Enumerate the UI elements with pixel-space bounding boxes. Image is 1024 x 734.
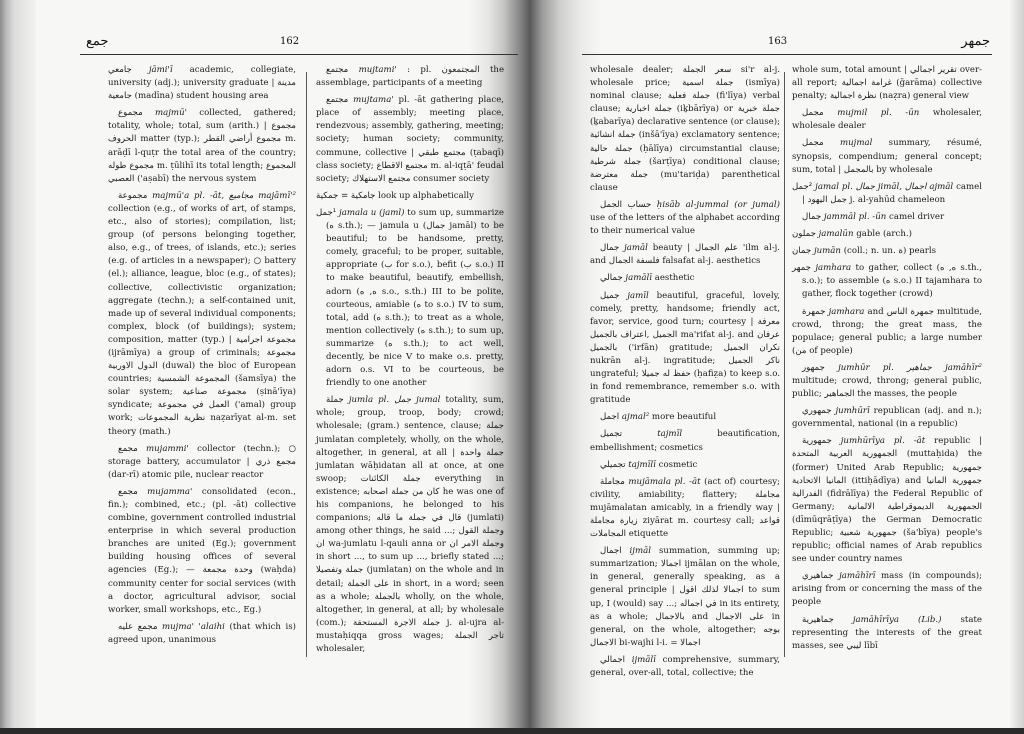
headword-arabic: جماهيرية [802,614,834,625]
transliteration: tajmīlī [628,459,656,470]
transliteration: jamal pl. جمال jimāl, اجمال ajmāl [815,181,954,192]
transliteration: jamalūn [818,229,854,240]
transliteration: mujtami' [358,65,397,75]
headword-arabic: جمال [802,211,822,222]
column-2 [792,64,982,657]
headword-arabic: مجتمع [326,95,349,106]
headword-arabic: جمهر [792,263,811,274]
definition: republican (adj. and n.); governmental, national (in a republic) [792,406,983,430]
header-rule [582,54,992,55]
headword-arabic: مجموعة [118,190,148,201]
definition: multitude; crowd, throng; general public, public; الجماهير the masses, the people [792,375,982,400]
dictionary-entry [792,306,982,358]
dictionary-entry [316,94,504,186]
transliteration: mujāmala pl. -āt [628,476,701,487]
dictionary-entry [316,207,504,390]
transliteration: mujtama' [353,95,394,106]
left-page-edge-shadow [0,0,36,728]
dictionary-entry [792,245,982,258]
transliteration: jamala u (jaml) [339,207,405,218]
dictionary-entry [590,654,780,680]
headword-arabic: جمهورية [802,436,832,447]
headword-arabic: اجمال [600,546,622,557]
column-divider [306,72,307,657]
headword-arabic: جمال [600,243,620,254]
definition: (that which is) agreed upon, unanimous [108,621,297,645]
headword-arabic: حساب الجمل [600,199,652,210]
headword-arabic: مجمع [118,443,138,454]
dictionary-entry [108,486,296,617]
dictionary-entry [792,435,982,566]
definition: : pl. المجتمعون the assemblage, participants of a meeting [316,65,505,89]
definition: cosmetic [658,459,698,470]
dictionary-entry [316,64,504,90]
dictionary-entry [590,411,780,424]
headword-arabic: جمالي [600,273,623,284]
dictionary-entry [590,242,780,268]
headword-arabic: جامكية = جمكية [316,190,376,201]
headword-arabic: تجميلي [600,459,626,470]
transliteration: jamāl [624,243,648,254]
definition: gable (arch.) [856,229,912,240]
dictionary-entry [590,476,780,541]
page-header [80,34,518,56]
dictionary-entry [792,362,982,401]
dictionary-entry [590,290,780,408]
definition: summation, summing up; summarization; اجمالا ijmālan on the whole, in general, generally speaking, as a general principle | اجمالا لذلك اقول to sum up, I (would) say ...; في اجماله in its entirety, as a whole; بالاجمال and على الاجمال in general, on the whole, altogether; بوجه الاجمال bi-wajhi l-i. = اجمالا [590,546,781,648]
scanner-bottom-edge [0,728,1024,734]
headword-arabic: جمان [792,246,812,257]
definition: beautiful, graceful, lovely, comely, pretty, handsome; friendly act, favor, service, good turn; courtesy | معرفة الجميل ,اعتراف بالجميل ma'rifat al-j. and عرفان بالجميل ('irfān) gratitude; نكران الجميل nukrān al-j. ingratitude; ناكر الجميل ungrateful; حفظ له جميلا (ḥafiẓa) to keep s.o. in fond remembrance, remember s.o. with gratitude [590,290,781,406]
transliteration: jumhūrī [835,406,870,417]
headword-arabic: جملون [792,229,816,240]
headword-arabic: جامعي [108,65,132,75]
transliteration: ḥisāb al-jummal (or jumal) [656,199,781,210]
dictionary-entry [792,614,982,653]
dictionary-entry [590,64,780,195]
transliteration: jamhara [815,263,852,274]
definition: pl. -āt gathering place, place of assembly; meeting place, rendezvous; assembly, gathering, meeting; society; human society; community, commune, collective | مجتمع طبقي (ṭabaqī) class society; مجتمع الاقطاع m. al-iqṭā' feudal society; مجتمع الاستهلاك consumer society [316,95,505,184]
definition: aesthetic [654,273,695,284]
transliteration: ajmal² [621,412,650,423]
dictionary-entry [316,190,504,203]
headword-arabic: جمهوري [802,406,832,417]
transliteration: ijmāl [629,546,651,557]
dictionary-entry [590,272,780,285]
dictionary-entry [590,199,780,238]
definition: comprehensive, summary, general, over-all, total, collective; the [590,654,781,679]
column-1 [590,64,780,684]
header-rule [80,54,518,55]
definition: whole sum, total amount | تقرير اجمالي over-all report; غرامة اجمالية (ḡarāma) collective penalty; نظرة اجمالية (naẓra) general view [792,65,983,102]
definition: totality, sum, whole; group, troop, body; crowd; wholesale; (gram.) sentence, clause; جملة jumlatan completely, wholly, on the whole, altogether, in general, at all | جملة واحدة jumlatan wāḥidatan all at once, at one swoop; جملة الكائنات everything in existence; كان من جملة اصحابه he was one of his companions, he belonged to his companions; قال في جملة ما قاله (jumlati) among other things, he said ...; وجملة القول ان wa-jumlatu l-qauli anna or وجملة الامر ان in short ..., to sum up ..., briefly stated ...; جملة وتفصيلا (jumlatan) on the whole and in detail; على الجملة in short, in a word; seen as a whole; بالجملة wholly, on the whole, altogether, in general, at all; by wholesale (com.); جملة الاجرة المستحقة j. al-ujra al-mustaḥiqqa gross wages; تاجر الجملة wholesaler, [316,395,505,655]
definition: republic | الجمهورية العربية المتحدة (muttaḥida) the (former) United Arab Republic; جمهورية المانيا الاتحادية (ittiḥādīya) and جمهورية المانيا الفدرالية (fidrālīya) the Federal Republic of Germany; الجمهورية الديموقراطية الالمانية (dīmūqrāṭīya) the German Democratic Republic; جمهورية شعبية (ša'bīya) people's republic; official names of Arab republics see under country names [792,436,983,565]
transliteration: jumhūrīya pl. -āt [840,436,926,447]
dictionary-entry [316,394,504,656]
dictionary-entry [108,443,296,482]
definition: (act of) courtesy; civility, amiability; flattery; مجاملة mujāmalatan amicably, in a friendly way | زيارة مجاملة ziyārat m. courtesy call; قواعد المجاملات etiquette [590,476,781,540]
dictionary-entry [108,64,296,103]
headword-arabic: اجمالي [600,654,626,665]
definition: beautification, embellishment; cosmetics [590,429,781,453]
headword-arabic: مجمل [802,138,824,149]
transliteration: majmū'a pl. -āt, مجاميع majāmī'² [152,190,297,201]
transliteration: jumhūr pl. جماهير jamāhīr² [838,362,982,373]
dictionary-entry [792,137,982,176]
transliteration: jumla pl. جمل jumal [348,395,441,406]
headword-arabic: مجموع [118,108,143,119]
dictionary-entry [108,190,296,439]
definition: wholesale dealer; سعر الجملة si'r al-j. wholesale price; جملة اسمية (ismīya) nominal clause; جملة فعلية (fi'līya) verbal clause; جملة اخبارية (iḵbārīya) or جملة خبرية (ḵabarīya) declarative sentence (or clause); جملة انشائية (inšā'īya) exclamatory sentence; جملة حالية (ḥālīya) circumstantial clause; جملة شرطية (šarṭīya) conditional clause; جملة معترضة (mu'tariḍa) parenthetical clause [590,65,781,193]
page-header [582,34,992,56]
transliteration: mujmil pl. -ūn [837,108,920,119]
transliteration: majmū' [154,108,187,119]
column-divider [784,72,785,657]
transliteration: jamālī [625,273,652,284]
transliteration: mujammi' [145,443,189,454]
page-number: 163 [768,36,788,47]
transliteration: tajmīl [657,429,683,440]
dictionary-entry [108,621,296,647]
transliteration: jammāl pl. -ūn [823,211,887,222]
definition: camel | جمل اليهود j. al-yahūd chameleon [802,181,982,205]
dictionary-entry [792,211,982,224]
definition: mass (in compounds); arising from or concerning the mass of the people [792,571,983,608]
dictionary-entry [792,405,982,431]
right-page-edge-shadow [1010,0,1024,728]
definition: beauty | علم الجمال 'ilm al-j. and فلسفة الجمال falsafat al-j. aesthetics [590,243,780,267]
headword-arabic: مجمل [802,108,824,119]
transliteration: jāmi'ī [148,65,173,75]
definition: (coll.; n. un. ة) pearls [843,246,937,257]
headword-arabic: جمهرة [802,306,826,317]
transliteration: mujmal [839,138,873,149]
transliteration: jamāhīrīya (Lib.) [852,614,942,625]
headword-arabic: ²جمل [792,181,813,192]
headword-arabic: مجمع [118,486,138,497]
page-number: 162 [280,36,300,47]
transliteration: jamāhīrī [839,571,876,582]
dictionary-entry [590,459,780,472]
headword-arabic: جملة [326,395,344,406]
guide-word: جمهر [961,34,990,49]
column-1 [108,64,296,651]
definition: academic, collegiate, university (adj.); university graduate | مدينة جامعية (madīna) student housing area [108,65,296,102]
definition: use of the letters of the alphabet according to their numerical value [590,213,780,237]
transliteration: mujma' 'alaihi [161,621,225,632]
right-page [582,0,992,728]
definition: to sum up, summarize (ه s.th.); — jamula u (جمال jamāl) to be beautiful; to be handsome, pretty, comely, graceful; to be proper, suitable, appropriate (ب for s.o.), befit (ب s.o.) II to make beautiful, beautify, embellish, adorn (ه, ه s.o., s.th.) III to be polite, courteous, amiable (ه to s.o.) IV to sum, total, add (ه s.th.); to treat as a whole, mention collectively (ه s.th.); to sum up, summarize (ه s.th.); to act well, decently, be nice V to make o.s. pretty, adorn o.s. VI to be courteous, be friendly to one another [326,207,505,389]
dictionary-entry [792,107,982,133]
dictionary-entry [590,428,780,454]
guide-word: جمع [86,34,109,49]
headword-arabic: اجمل [600,412,620,423]
definition: consolidated (econ., fin.); combined, etc.; (pl. -āt) collective combine, government controlled industrial enterprise in which several production branches are united (Eg.); government building housing offices of several agencies (Eg.); — وحدة مجمعة (waḥda) community center for social services (with a doctor, agricultural advisor, social worker, small workshops, etc., Eg.) [108,486,297,615]
definition: look up alphabetically [378,190,475,201]
dictionary-entry [792,228,982,241]
definition: to gather, collect (ه, ه s.th., s.o.); to assemble (ه s.o.) II tajamhara to gather, flock together (crowd) [802,263,983,300]
dictionary-entry [108,107,296,186]
headword-arabic: ¹جمل [316,207,337,218]
transliteration: jamīl [627,290,649,301]
headword-arabic: مجمع عليه [118,621,158,632]
left-page [80,0,518,728]
headword-arabic: مجتمع [326,65,349,75]
definition: collection (e.g., of works of art, of stamps, etc., also of stories); compilation, list; group (of persons belonging together, also, e.g., of trees, of islands, etc.); series (e.g. of articles in a newspaper); ○ battery (el.); alliance, league, bloc (e.g., of states); collective, collectivistic organization; aggregate (techn.); a self-contained unit, made up of several individual components; complex, block (of buildings); system; composition, matter (typ.) | مجموعة اجرامية (ijrāmīya) a group of criminals; مجموعة الدول الاوربية (duwal) the bloc of European countries; المجموعة الشمسية (šamsīya) the solar system; مجموعة صناعية (ṣinā'īya) syndicate; العمل في مجموعة ('amal) group work; نظرية المجموعات naẓarīyat al-m. set theory (math.) [108,203,297,437]
headword-arabic: جميل [600,290,620,301]
headword-arabic: جمهور [802,362,825,373]
definition: wholesaler, wholesale dealer [792,108,982,132]
column-2 [316,64,504,660]
definition: more beautiful [651,412,717,423]
transliteration: mujamma' [147,486,193,497]
definition: state representing the interests of the great masses, see ليبي lībī [792,614,983,651]
transliteration: jamhara [828,306,865,317]
definition: summary, résumé, synopsis, compendium; general concept; sum, total | بالمجمل by wholesale [792,138,983,175]
headword-arabic: مجاملة [600,476,625,487]
definition: collector (techn.); ○ storage battery, accumulator | مجمع ذري (dar-rī) atomic pile, nuclear reactor [108,443,297,480]
headword-arabic: جماهيري [802,571,834,582]
definition: collected, gathered; totality, whole; total, sum (arith.) | مجموع الحروف matter (typ.); مجموع أراضي القطر m. arāḍī l-quṭr the total area of the country; مجموع طوله m. ṭūlihī its total length; المجموع العصبي ('aṣabī) the nervous system [108,108,296,184]
transliteration: ijmālī [631,654,656,665]
definition: camel driver [889,211,945,222]
dictionary-entry [792,262,982,301]
dictionary-entry [792,570,982,609]
dictionary-entry [792,64,982,103]
transliteration: jumān [813,246,841,257]
dictionary-entry [792,181,982,207]
dictionary-entry [590,545,780,650]
headword-arabic: تجميل [600,429,623,440]
definition: and جمهرة الناس multitude, crowd, throng; the great mass, the populace; general public; a large number (من of people) [792,306,982,356]
